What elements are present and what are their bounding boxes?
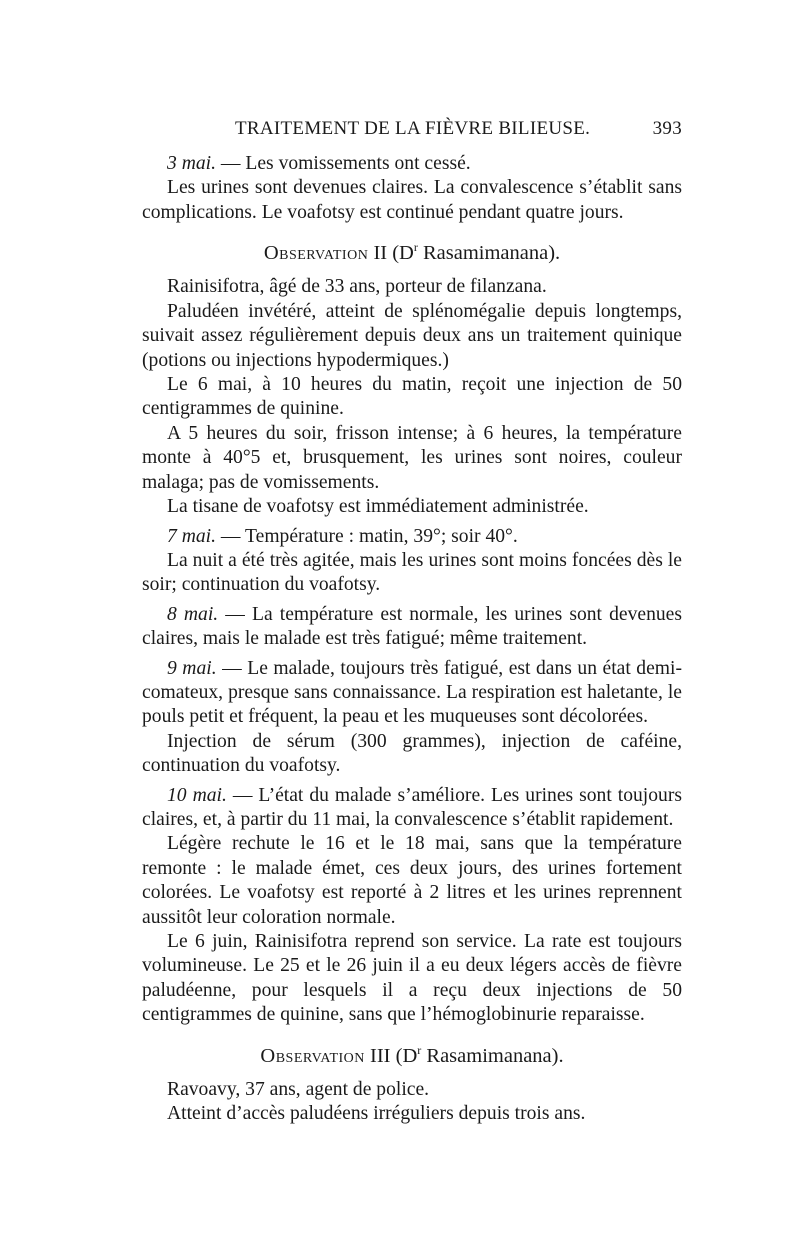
paragraph <box>142 784 682 833</box>
observation-heading <box>142 1038 682 1068</box>
paragraph: La nuit a été très agitée, mais les urines sont moins foncées dès le soir; continuation du voafotsy. <box>142 549 682 596</box>
paragraph <box>142 152 682 176</box>
observation-label: Observation <box>260 1044 365 1067</box>
paragraph-text: — Le malade, toujours très fatigué, est dans un état demi-comateux, presque sans connaissance. La respiration est haletante, le pouls petit et fréquent, la peau et les muqueuses sont décolorées. <box>142 657 683 728</box>
paragraph <box>142 525 682 549</box>
author-title-sup: r <box>417 1042 422 1057</box>
paragraph: A 5 heures du soir, frisson intense; à 6 heures, la température monte à 40°5 et, brusquement, les urines sont noires, couleur malaga; pas de vomissements. <box>142 422 682 493</box>
entry-date: 3 mai. <box>167 153 216 174</box>
entry-date: 9 mai. <box>167 657 217 679</box>
observation-number: II <box>373 242 388 265</box>
paragraph: Paludéen invétéré, atteint de splénomégalie depuis longtemps, suivait assez régulièrement depuis deux ans un traitement quinique (potions ou injections hypodermiques.) <box>142 300 682 371</box>
observation-heading <box>142 235 682 265</box>
observation-label: Observation <box>263 242 369 265</box>
entry-date: 10 mai. <box>167 784 227 806</box>
paragraph-text: — La température est normale, les urines sont devenues claires, mais le malade est très fatigué; même traitement. <box>142 603 682 650</box>
paragraph: Le 6 juin, Rainisifotra reprend son service. La rate est toujours volumineuse. Le 25 et le 26 juin il a eu deux légers accès de fièvre paludéenne, pour lesquels il a reçu deux injections de 50 centigrammes de quinine, sans que l’hémoglobinurie reparaisse. <box>142 931 682 1026</box>
author-prefix: (D <box>387 242 414 265</box>
paragraph-text: — Température : matin, 39°; soir 40°. <box>215 525 518 547</box>
page-body <box>142 152 682 1127</box>
paragraph: Les urines sont devenues claires. La convalescence s’établit sans complications. Le voafotsy est continué pendant quatre jours. <box>142 177 682 223</box>
author-prefix: (D <box>390 1044 418 1067</box>
entry-date: 7 mai. <box>167 525 216 547</box>
paragraph-text: — Les vomissements ont cessé. <box>215 153 471 174</box>
author-name: Rasamimanana). <box>421 1044 564 1067</box>
paragraph: Ravoavy, 37 ans, agent de police. <box>167 1078 430 1100</box>
paragraph: Le 6 mai, à 10 heures du matin, reçoit une injection de 50 centigrammes de quinine. <box>142 374 682 420</box>
paragraph: Injection de sérum (300 grammes), injection de caféine, continuation du voafotsy. <box>142 730 682 777</box>
paragraph-text: — L’état du malade s’améliore. Les urines sont toujours claires, et, à partir du 11 mai, la convalescence s’établit rapidement. <box>142 784 682 830</box>
entry-date: 8 mai. <box>167 603 219 625</box>
paragraph: La tisane de voafotsy est immédiatement administrée. <box>167 496 589 518</box>
observation-number: III <box>370 1044 391 1067</box>
paragraph: Rainisifotra, âgé de 33 ans, porteur de filanzana. <box>167 276 547 298</box>
running-title: TRAITEMENT DE LA FIÈVRE BILIEUSE. <box>235 118 591 139</box>
paragraph: Atteint d’accès paludéens irréguliers depuis trois ans. <box>167 1103 586 1125</box>
paragraph <box>142 603 682 652</box>
author-title-sup: r <box>413 240 418 255</box>
page-number: 393 <box>652 118 682 139</box>
paragraph <box>142 657 682 730</box>
paragraph: Légère rechute le 16 et le 18 mai, sans que la température remonte : le malade émet, ces deux jours, des urines fortement colorées. Le voafotsy est reporté à 2 litres et les urines reprennent aussitôt leur coloration normale. <box>142 833 682 928</box>
author-name: Rasamimanana). <box>417 242 561 265</box>
